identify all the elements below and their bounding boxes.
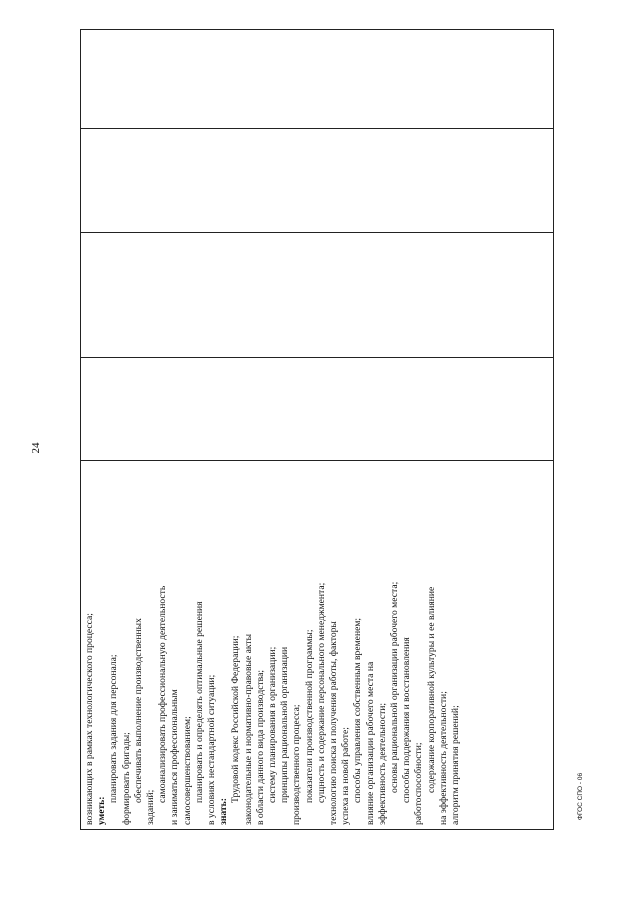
requirement-line: способы управления собственным временем; [352,617,364,803]
table-cell-empty [81,358,554,461]
requirement-line: показатели производственной программы; [303,629,315,803]
requirement-line: Трудовой кодекс Российской Федерации; [230,635,242,803]
requirement-line: в области данного вида производства; [254,670,266,825]
requirement-line: работоспособности; [413,742,425,825]
page-number: 24 [30,442,42,454]
requirement-line: способы поддержания и восстановления [401,637,413,803]
table-cell-empty [81,233,554,358]
requirement-line: законодательные и нормативно-правовые акты [242,633,254,825]
requirement-line: технологию поиска и получения работы, факторы [328,621,340,825]
requirement-line: алгоритм принятия решений; [450,705,462,825]
table-row [81,30,554,830]
requirement-line: возникающих в рамках технологического процесса; [84,613,95,825]
standards-table-rotated [80,35,554,830]
requirement-line: формировать бригады; [120,732,132,825]
requirements-text [81,461,462,829]
table-cell-empty [81,30,554,129]
requirement-line: самосовершенствованием; [181,716,193,825]
standards-table [80,29,554,830]
section-heading: знать: [218,798,230,825]
requirement-line: принципы рациональной организации [279,646,291,803]
requirement-line: основы рациональной организации рабочего места; [389,581,401,793]
requirement-line: обеспечивать выполнение производственных [132,618,144,803]
requirement-line: самоанализировать профессиональную деятельность [157,585,169,803]
requirement-line: влияние организации рабочего места на [364,661,376,825]
requirement-line: сущность и содержание персонального менеджмента; [315,582,327,803]
requirement-line: производственного процесса; [291,704,303,825]
requirement-line: эффективность деятельности; [376,702,388,825]
requirement-line: систему планирования в организации; [267,646,279,803]
requirement-line: планировать задания для персонала; [108,654,120,803]
requirement-line: и заниматься профессиональным [169,689,181,825]
requirement-line: на эффективность деятельности; [437,691,449,825]
requirement-line: планировать и определять оптимальные решения [193,601,205,803]
section-heading: уметь: [96,796,108,825]
table-cell-empty [81,129,554,233]
requirement-line: заданий; [145,789,157,825]
requirement-line: в условиях нестандартной ситуации; [206,674,218,825]
requirement-line: содержание корпоративной культуры и ее влияние [425,586,437,793]
requirement-line: успеха на новой работе; [340,727,352,825]
footer-standard-code: ФГОС СПО - 06 [577,772,584,820]
requirements-cell [81,461,554,830]
